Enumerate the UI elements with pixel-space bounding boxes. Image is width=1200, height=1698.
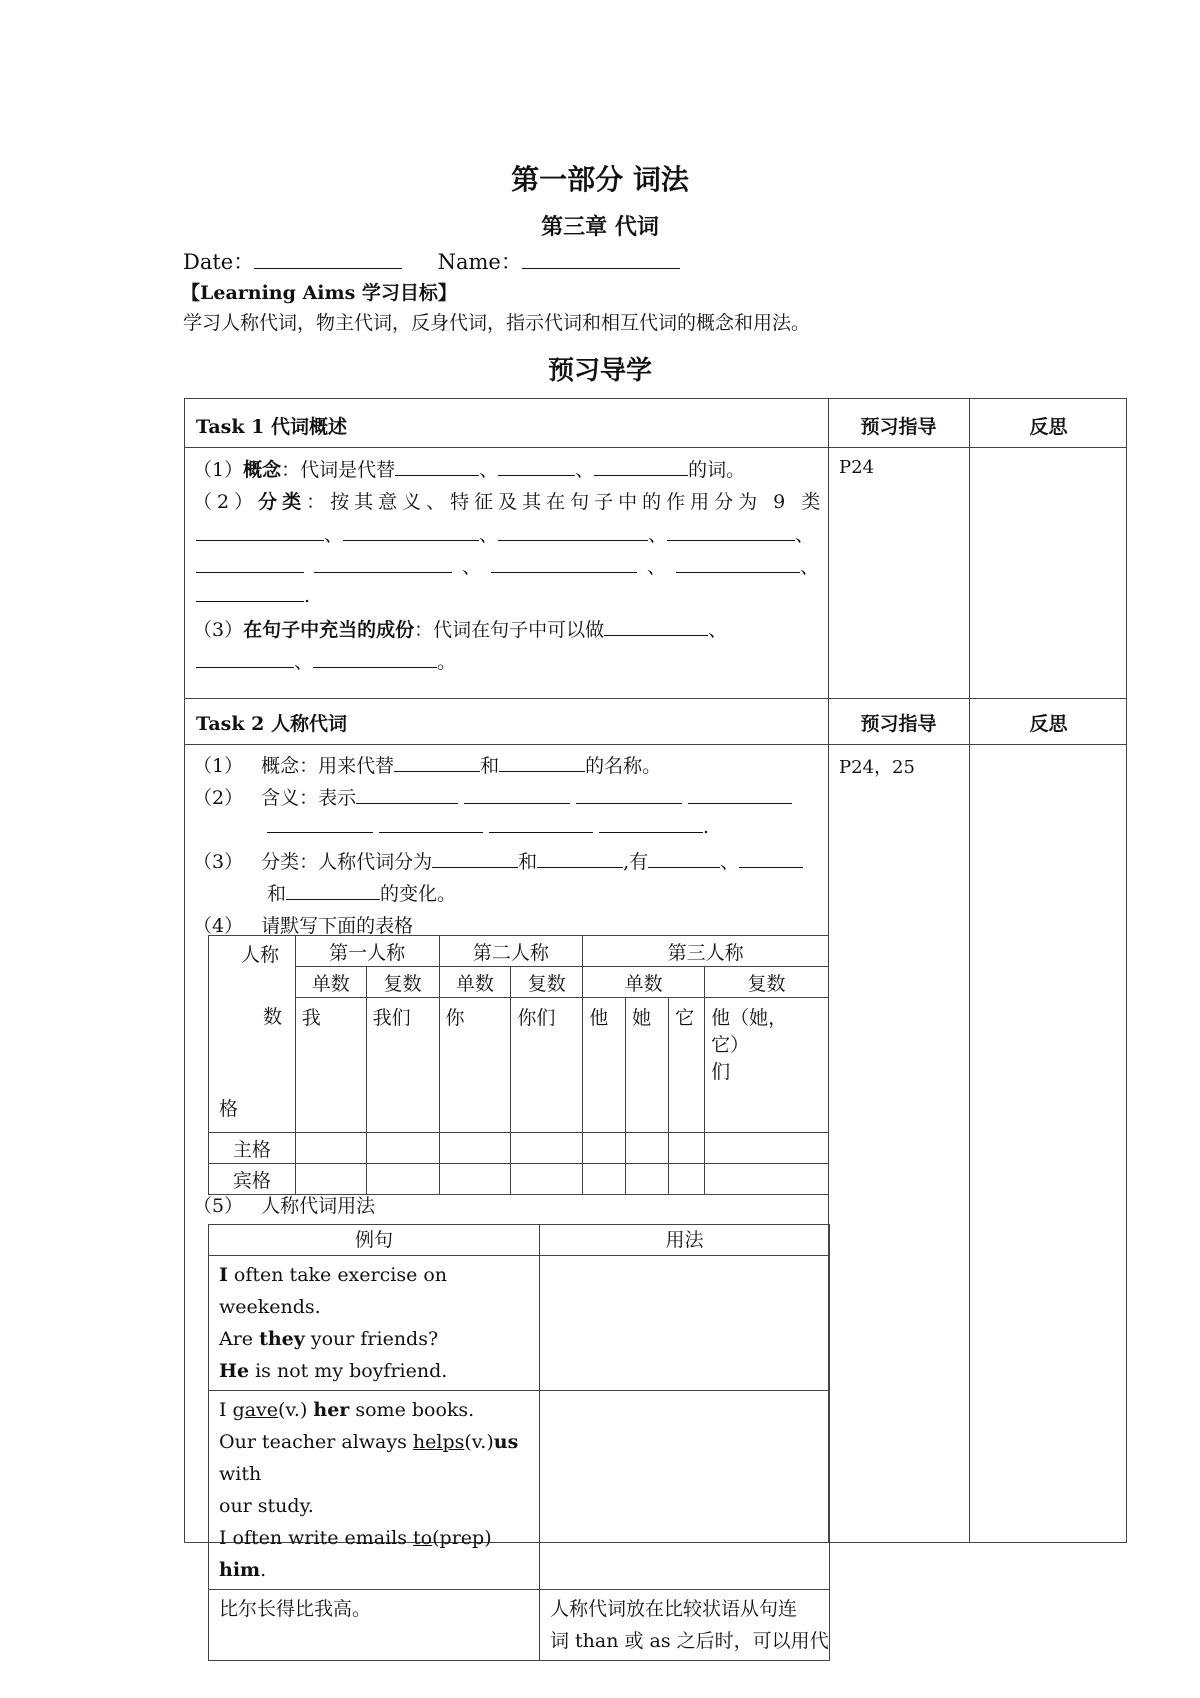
plural-header: 复数 xyxy=(705,967,829,998)
usage-text-line: 词 than 或 as 之后时，可以用代 xyxy=(550,1630,829,1652)
blank[interactable] xyxy=(498,458,575,476)
answer-cell[interactable] xyxy=(626,1164,669,1195)
blank[interactable] xyxy=(576,786,682,804)
reflect-header-1: 反思 xyxy=(1029,416,1068,438)
usage-cell xyxy=(540,1590,830,1661)
usage-column-header: 用法 xyxy=(540,1225,830,1256)
row-divider xyxy=(185,698,1126,699)
blank[interactable] xyxy=(356,786,458,804)
blank[interactable] xyxy=(667,523,795,541)
word-cell: 她 xyxy=(626,998,669,1133)
blank[interactable] xyxy=(432,850,518,868)
word-cell: 我 xyxy=(295,998,366,1133)
pronoun-table xyxy=(208,935,829,1195)
task2-title: Task 2 人称代词 xyxy=(196,713,347,735)
guide-header-2: 预习指导 xyxy=(860,713,937,735)
task1-page-ref: P24 xyxy=(839,457,875,478)
example-cell: I gave(v.) her some books. Our teacher always helps(v.)us with our study. I often write emails to(prep) him. xyxy=(209,1391,540,1590)
task2-item-3: （3） 分类：人称代词分为 和 ,有 、 xyxy=(193,847,803,874)
answer-cell[interactable] xyxy=(511,1164,583,1195)
guide-header-1: 预习指导 xyxy=(860,416,937,438)
third-person-header: 第三人称 xyxy=(583,936,829,967)
task2-item-5: （5） 人称代词用法 xyxy=(193,1195,376,1217)
blank[interactable] xyxy=(196,555,304,573)
blank[interactable] xyxy=(739,850,803,868)
person-number-case-header xyxy=(209,936,296,1133)
object-case-label: 宾格 xyxy=(209,1164,296,1195)
blank[interactable] xyxy=(196,584,304,602)
task2-page-ref: P24，25 xyxy=(839,757,915,778)
date-blank[interactable] xyxy=(254,250,402,269)
blank[interactable] xyxy=(599,815,703,833)
answer-cell[interactable] xyxy=(705,1133,829,1164)
task-table xyxy=(184,398,1127,1652)
task1-title: Task 1 代词概述 xyxy=(196,416,347,438)
date-label: Date： xyxy=(183,250,255,274)
learning-aims-heading: 【Learning Aims 学习目标】 xyxy=(181,282,457,304)
blank[interactable] xyxy=(489,815,593,833)
task2-item-1: （1） 概念：用来代替 和 的名称。 xyxy=(193,755,662,777)
blank[interactable] xyxy=(688,786,792,804)
task2-item-2-cont: . xyxy=(267,815,709,838)
answer-cell[interactable] xyxy=(583,1133,626,1164)
answer-cell[interactable] xyxy=(669,1164,705,1195)
row-divider xyxy=(185,744,1126,745)
blank[interactable] xyxy=(594,458,688,476)
blank[interactable] xyxy=(267,815,373,833)
usage-text-line: 人称代词放在比较状语从句连 xyxy=(550,1598,798,1620)
blank[interactable] xyxy=(314,555,452,573)
plural-header: 复数 xyxy=(366,967,439,998)
singular-header: 单数 xyxy=(439,967,511,998)
answer-cell[interactable] xyxy=(439,1133,511,1164)
reflect-header-2: 反思 xyxy=(1029,713,1068,735)
blank[interactable] xyxy=(394,754,480,772)
task1-line-function: （3）在句子中充当的成份：代词在句子中可以做 、 xyxy=(193,619,728,641)
blank[interactable] xyxy=(499,754,585,772)
blank[interactable] xyxy=(464,786,570,804)
blank[interactable] xyxy=(648,850,720,868)
usage-answer-cell[interactable] xyxy=(540,1391,830,1590)
part-title: 第一部分 词法 xyxy=(511,163,689,196)
task1-function-blanks: 、 。 xyxy=(196,647,456,674)
name-blank[interactable] xyxy=(522,250,680,269)
answer-cell[interactable] xyxy=(295,1133,366,1164)
blank[interactable] xyxy=(286,882,380,900)
column-divider xyxy=(969,399,970,1542)
task2-item-4: （4） 请默写下面的表格 xyxy=(193,915,414,937)
answer-cell[interactable] xyxy=(366,1133,439,1164)
blank[interactable] xyxy=(491,555,637,573)
blank[interactable] xyxy=(395,458,479,476)
answer-cell[interactable] xyxy=(626,1133,669,1164)
word-cell: 你们 xyxy=(511,998,583,1133)
blank[interactable] xyxy=(196,650,294,668)
task2-item-3-cont: 和 的变化。 xyxy=(267,883,457,905)
singular-header: 单数 xyxy=(295,967,366,998)
example-cell: 比尔长得比我高。 xyxy=(209,1590,540,1661)
task1-line-concept: （1）概念：代词是代替 、 、 的词。 xyxy=(193,459,746,481)
example-column-header: 例句 xyxy=(209,1225,540,1256)
answer-cell[interactable] xyxy=(669,1133,705,1164)
blank[interactable] xyxy=(604,618,708,636)
task2-item-2: （2） 含义：表示 xyxy=(193,783,792,810)
example-cell: I often take exercise on weekends. Are they your friends? He is not my boyfriend. xyxy=(209,1256,540,1391)
task1-blanks-row3: . xyxy=(196,584,310,607)
second-person-header: 第二人称 xyxy=(439,936,583,967)
usage-answer-cell[interactable] xyxy=(540,1256,830,1391)
answer-cell[interactable] xyxy=(705,1164,829,1195)
number-label: 数 xyxy=(263,1006,283,1028)
word-they-part2: 们 xyxy=(711,1061,731,1083)
answer-cell[interactable] xyxy=(439,1164,511,1195)
blank[interactable] xyxy=(196,523,324,541)
usage-table xyxy=(208,1224,830,1661)
subject-case-label: 主格 xyxy=(209,1133,296,1164)
word-cell: 它 xyxy=(669,998,705,1133)
section-title: 预习导学 xyxy=(547,356,652,386)
first-person-header: 第一人称 xyxy=(295,936,439,967)
case-label: 格 xyxy=(219,1098,239,1120)
blank[interactable] xyxy=(537,850,623,868)
name-label: Name： xyxy=(437,250,522,274)
blank[interactable] xyxy=(498,523,648,541)
word-cell: 你 xyxy=(439,998,511,1133)
singular-header: 单数 xyxy=(583,967,705,998)
word-they-part1: 他（她，它） xyxy=(711,1007,788,1056)
row-divider xyxy=(185,447,1126,448)
blank[interactable] xyxy=(343,523,479,541)
task1-blanks-row1: 、 、 、 、 xyxy=(196,520,814,547)
date-name-line xyxy=(183,246,680,276)
task1-line-classify: （2）分类：按其意义、特征及其在句子中的作用分为 9 类 xyxy=(193,491,826,513)
answer-cell[interactable] xyxy=(583,1164,626,1195)
word-cell xyxy=(705,998,829,1133)
person-label: 人称 xyxy=(241,944,280,966)
answer-cell[interactable] xyxy=(511,1133,583,1164)
task1-blanks-row2: 、 、 、 xyxy=(196,552,819,579)
answer-cell[interactable] xyxy=(295,1164,366,1195)
blank[interactable] xyxy=(313,650,437,668)
chapter-title: 第三章 代词 xyxy=(541,214,659,240)
blank[interactable] xyxy=(676,555,800,573)
word-cell: 他 xyxy=(583,998,626,1133)
word-cell: 我们 xyxy=(366,998,439,1133)
learning-aims-text: 学习人称代词，物主代词，反身代词，指示代词和相互代词的概念和用法。 xyxy=(183,312,811,334)
blank[interactable] xyxy=(379,815,483,833)
plural-header: 复数 xyxy=(511,967,583,998)
answer-cell[interactable] xyxy=(366,1164,439,1195)
